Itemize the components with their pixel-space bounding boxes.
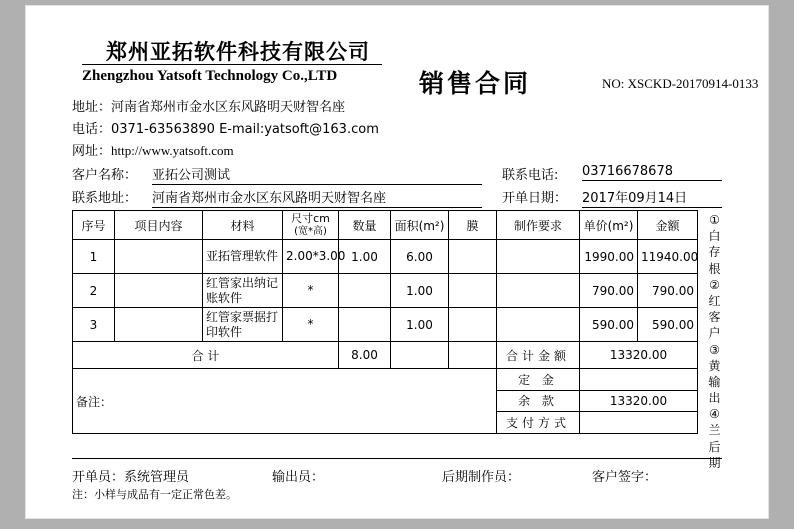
items-table	[72, 210, 698, 434]
col-amount: 金额	[638, 211, 698, 240]
footer-producer: 后期制作员：	[442, 470, 521, 485]
cell-item	[115, 240, 203, 274]
remark-label: 备注：	[73, 369, 497, 434]
payment-value	[580, 412, 698, 434]
company-address: 地址：河南省郑州市金水区东风路明天财智名座	[72, 100, 346, 115]
table-header-row	[73, 211, 698, 240]
customer-name-label: 客户名称：	[72, 168, 138, 183]
cell-material: 亚拓管理软件	[203, 240, 283, 274]
customer-phone-value: 03716678678	[582, 164, 722, 181]
cell-size: *	[283, 274, 339, 308]
col-qty: 数量	[339, 211, 391, 240]
cell-item	[115, 274, 203, 308]
copy-distribution-note: ①白存根②红客户③黄输出④兰后期	[708, 213, 722, 470]
cell-amount: 11940.00	[638, 240, 698, 274]
cell-price: 790.00	[580, 274, 638, 308]
sales-contract	[44, 24, 759, 501]
cell-no: 1	[73, 240, 115, 274]
order-date-label: 开单日期：	[502, 191, 568, 206]
cell-size: *	[283, 308, 339, 342]
cell-film	[449, 274, 497, 308]
cell-amount: 590.00	[638, 308, 698, 342]
document-header	[44, 24, 759, 158]
document-page	[26, 6, 768, 518]
footer-note: 注：小样与成品有一定正常色差。	[72, 488, 237, 501]
order-date-value: 2017年09月14日	[582, 187, 722, 208]
total-film	[449, 342, 497, 369]
total-area	[391, 342, 449, 369]
customer-phone-label: 联系电话:	[502, 168, 559, 183]
company-website: 网址：http://www.yatsoft.com	[72, 143, 234, 158]
remark-deposit-row	[73, 369, 698, 391]
cell-area: 1.00	[391, 274, 449, 308]
footer-clerk: 开单员：系统管理员	[72, 470, 190, 485]
col-film: 膜	[449, 211, 497, 240]
table-row	[73, 240, 698, 274]
table-row	[73, 274, 698, 308]
cell-qty	[339, 274, 391, 308]
cell-require	[497, 308, 580, 342]
balance-value: 13320.00	[580, 390, 698, 412]
document-number: NO: XSCKD-20170914-0133	[602, 76, 759, 91]
total-row	[73, 342, 698, 369]
balance-label: 余 款	[497, 390, 580, 412]
cell-require	[497, 240, 580, 274]
col-item: 项目内容	[115, 211, 203, 240]
cell-area: 1.00	[391, 308, 449, 342]
company-contact: 电话：0371-63563890 E-mail:yatsoft@163.com	[72, 122, 379, 137]
sum-label: 合计金额	[497, 342, 580, 369]
col-size-label: 尺寸cm	[291, 212, 330, 226]
cell-item	[115, 308, 203, 342]
cell-size: 2.00*3.00	[283, 240, 339, 274]
sum-value: 13320.00	[580, 342, 698, 369]
company-name-en: Zhengzhou Yatsoft Technology Co.,LTD	[82, 68, 338, 84]
col-no: 序号	[73, 211, 115, 240]
cell-price: 590.00	[580, 308, 638, 342]
customer-address-label: 联系地址：	[72, 191, 138, 206]
table-row	[73, 308, 698, 342]
col-size-sub: (宽*高)	[294, 225, 327, 237]
cell-qty: 1.00	[339, 240, 391, 274]
col-require: 制作要求	[497, 211, 580, 240]
cell-film	[449, 240, 497, 274]
footer-divider	[72, 458, 722, 459]
customer-address-value: 河南省郑州市金水区东风路明天财智名座	[152, 187, 482, 208]
customer-name-value: 亚拓公司测试	[152, 164, 482, 185]
items-table-wrap	[72, 210, 697, 434]
col-material: 材料	[203, 211, 283, 240]
cell-material: 红管家票据打印软件	[203, 308, 283, 342]
company-name-cn: 郑州亚拓软件科技有限公司	[106, 40, 370, 64]
cell-price: 1990.00	[580, 240, 638, 274]
col-price: 单价(m²)	[580, 211, 638, 240]
cell-material: 红管家出纳记账软件	[203, 274, 283, 308]
payment-label: 支付方式	[497, 412, 580, 434]
deposit-value	[580, 369, 698, 391]
cell-film	[449, 308, 497, 342]
col-area: 面积(m²)	[391, 211, 449, 240]
col-size	[283, 211, 339, 240]
cell-qty	[339, 308, 391, 342]
footer-output: 输出员：	[272, 470, 325, 485]
cell-no: 2	[73, 274, 115, 308]
customer-info	[72, 162, 722, 208]
document-title: 销售合同	[419, 69, 532, 98]
cell-require	[497, 274, 580, 308]
total-label: 合 计	[73, 342, 339, 369]
cell-no: 3	[73, 308, 115, 342]
cell-area: 6.00	[391, 240, 449, 274]
footer-signature: 客户签字：	[592, 470, 658, 485]
cell-amount: 790.00	[638, 274, 698, 308]
total-qty: 8.00	[339, 342, 391, 369]
deposit-label: 定 金	[497, 369, 580, 391]
